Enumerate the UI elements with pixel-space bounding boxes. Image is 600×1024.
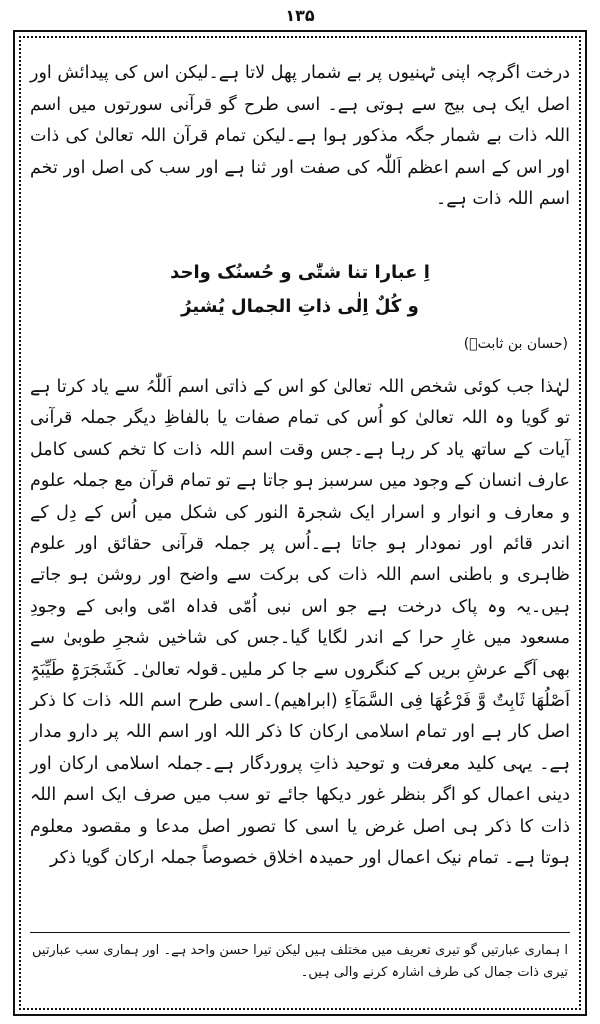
poem-line-2: و کُلٌ اِلٰی ذاتِ الجمال یُشیرُ: [181, 296, 419, 317]
paragraph-1-text: درخت اگرچہ اپنی ٹہنیوں پر بے شمار پھل لاتا ہے۔لیکن اس کی پیدائش اور اصل ایک ہی بیج سے ہوتی ہے۔ اسی طرح گو قرآنی سورتوں میں اسم اللہ ذات بے شمار جگہ مذکور ہوا ہے۔لیکن تمام قرآن اللہ تعالیٰ کی ذات اور اس کے اسم اعظم اَللّٰہ کی صفت اور ثنا ہے اور سب کی اصل اور تخم اسم اللہ ذات ہے۔: [30, 63, 570, 209]
paragraph-1: [30, 58, 570, 216]
footnote: ا ہماری عبارتیں گو تیری تعریف میں مختلف ہیں لیکن تیرا حسن واحد ہے۔ اور ہماری سب عبارتیں تیری ذات جمال کی طرف اشارہ کرنے والی ہیں۔: [32, 943, 568, 980]
paragraph-2: [30, 372, 570, 875]
paragraph-2-text: لہٰذا جب کوئی شخص اللہ تعالیٰ کو اس کے ذاتی اسم اَللّٰہُ سے یاد کرتا ہے تو گویا وہ اللہ تعالیٰ کو اُس کی تمام صفات یا بالفاظِ دیگر جملہ قرآنی آیات کے ساتھ یاد کر رہا ہے۔جس وقت اسم اللہ ذات کا تخم کسی کامل عارف انسان کے وجود میں سرسبز ہو جاتا ہے تو تمام قرآن مع جملہ علوم و معارف و انوار و اسرار ایک شجرۃ النور کی شکل میں اُس کے دِل کے اندر قائم اور نمودار ہو جاتا ہے۔اُس پر جملہ قرآنی حقائق اور علوم ظاہری و باطنی اسم اللہ ذات کی برکت سے واضح اور روشن ہو جاتے ہیں۔یہ وہ پاک درخت ہے جو اس نبی اُمّی فداہ امّی وابی کے وجودِ مسعود میں غارِ حرا کے اندر لگایا گیا۔جس کی شاخیں شجرِ طوبیٰ سے بھی آگے عرشِ بریں کے کنگروں سے جا کر ملیں۔قولہ تعالیٰ۔ کَشَجَرَۃٍ طَیِّبَۃٍ اَصْلُھَا ثَابِتٌ وَّ فَرْعُھَا فِی السَّمَآءِ (ابراھیم)۔اسی طرح اسم اللہ ذات کا ذکر اصل کار ہے اور تمام اسلامی ارکان کا ذکر اللہ اور اسم اللہ پر دارو مدار ہے۔ یہی کلید معرفت و توحید ذاتِ پروردگار ہے۔جملہ اسلامی ارکان اور دینی اعمال کو اگر بنظر غور دیکھا جائے تو سب میں صرف ایک اسم اللہ ذات کا ذکر ہی اصل غرض یا اسی کا تصور اصل مدعا و مقصود معلوم ہوتا ہے۔ تمام نیک اعمال اور حمیدہ اخلاق خصوصاً جملہ ارکان گویا ذکر: [30, 377, 570, 869]
footnote-divider: [30, 932, 570, 933]
page-number: ۱۳۵: [285, 6, 315, 25]
poem-line-1: اِ عبارا تنا شتّٰی و حُسنُک واحد: [170, 262, 430, 283]
poem-attribution: (حسان بن ثابتؓ): [463, 336, 568, 352]
